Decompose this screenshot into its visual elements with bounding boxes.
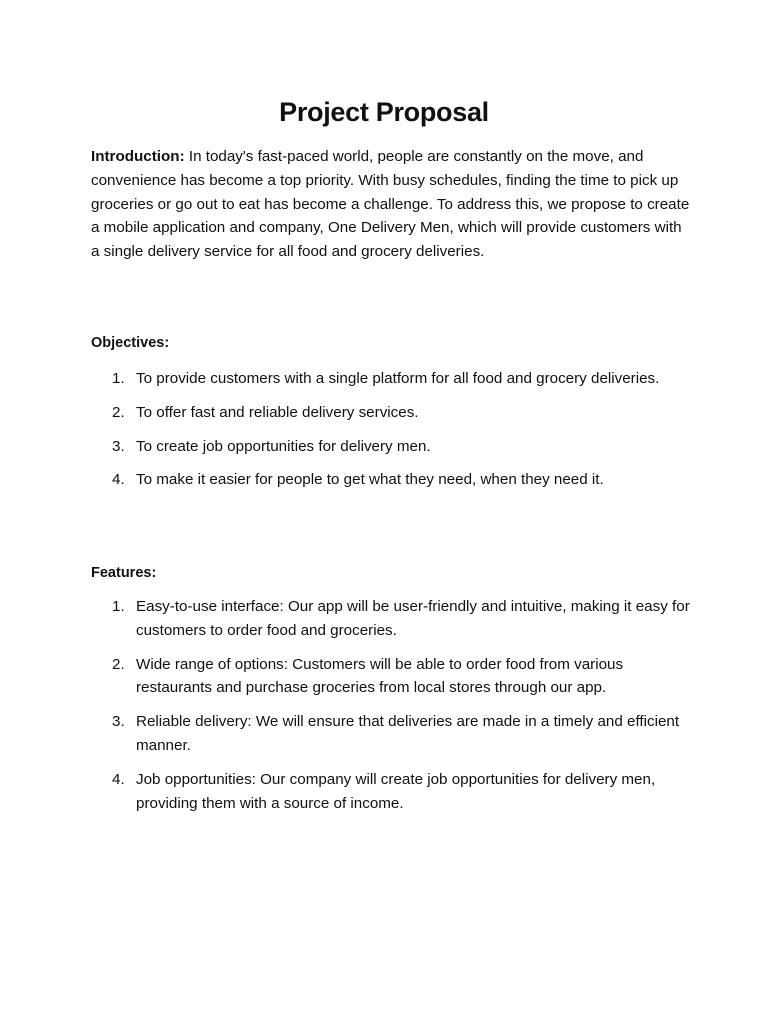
objective-text: To offer fast and reliable delivery services. <box>136 403 419 421</box>
objective-number: 1. <box>112 370 125 387</box>
feature-item <box>91 710 691 758</box>
introduction-text: In today's fast-paced world, people are constantly on the move, and convenience has become a top priority. With busy schedules, finding the time to pick up groceries or go out to eat has become a challenge. To address this, we propose to create a mobile application and company, One Delivery Men, which will provide customers with a single delivery service for all food and grocery deliveries. <box>91 148 690 261</box>
objective-text: To make it easier for people to get what they need, when they need it. <box>136 471 604 489</box>
feature-item <box>91 768 691 816</box>
feature-item <box>91 595 691 643</box>
objective-number: 4. <box>112 471 125 489</box>
feature-number: 4. <box>112 770 125 788</box>
feature-number: 2. <box>112 655 125 673</box>
objectives-list <box>91 367 691 502</box>
objective-text: To create job opportunities for delivery men. <box>136 437 431 455</box>
feature-number: 3. <box>112 713 125 731</box>
feature-text: Reliable delivery: We will ensure that deliveries are made in a timely and efficient manner. <box>136 713 680 754</box>
objective-item <box>91 435 691 459</box>
objectives-heading: Objectives: <box>91 335 170 351</box>
introduction-label: Introduction: <box>91 148 185 165</box>
features-heading: Features: <box>91 565 157 581</box>
feature-number: 1. <box>112 598 125 615</box>
features-list <box>91 595 691 825</box>
objective-item <box>91 401 691 425</box>
feature-text: Job opportunities: Our company will create job opportunities for delivery men, providing them with a source of income. <box>136 770 656 812</box>
feature-text: Wide range of options: Customers will be able to order food from various restaurants and purchase groceries from local stores through our app. <box>136 655 624 697</box>
objective-item <box>91 367 691 391</box>
objective-number: 2. <box>112 403 125 421</box>
feature-item <box>91 653 691 701</box>
objective-text: To provide customers with a single platform for all food and grocery deliveries. <box>136 370 660 387</box>
document-title: Project Proposal <box>279 97 489 127</box>
objective-number: 3. <box>112 437 125 455</box>
feature-text: Easy-to-use interface: Our app will be user-friendly and intuitive, making it easy for customers to order food and groceries. <box>136 598 690 639</box>
objective-item <box>91 468 691 492</box>
introduction-paragraph <box>91 145 691 264</box>
